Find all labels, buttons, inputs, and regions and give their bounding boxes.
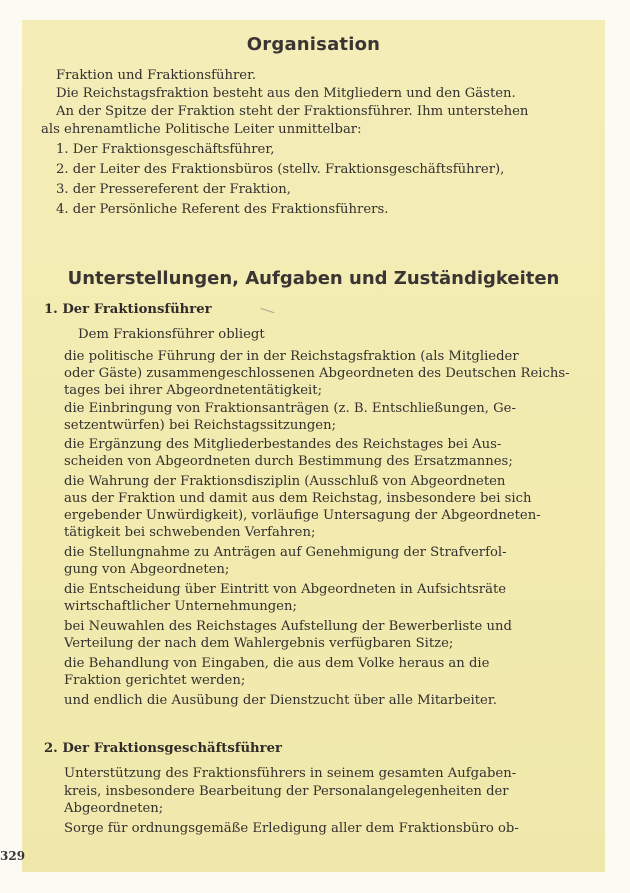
text-line: bei Neuwahlen des Reichstages Aufstellung der Bewerberliste und [64, 619, 512, 634]
heading-organisation: Organisation [246, 34, 381, 55]
page-number: 329 [0, 849, 26, 863]
text-line: und endlich die Ausübung der Dienstzucht über alle Mitarbeiter. [64, 693, 497, 708]
subheading-fraktionsgeschaeftsfuehrer: 2. Der Fraktionsgeschäftsführer [44, 741, 282, 756]
heading-unterstellungen: Unterstellungen, Aufgaben und Zuständigkeiten [67, 268, 560, 289]
text-line: Unterstützung des Fraktionsführers in seinem gesamten Aufgaben- [64, 766, 517, 781]
text-line: Dem Frakionsführer obliegt [78, 327, 265, 342]
text-line: die Stellungnahme zu Anträgen auf Genehmigung der Strafverfol- [64, 545, 507, 560]
subheading-fraktionsfuehrer: 1. Der Fraktionsführer [44, 302, 212, 317]
text-line: die Wahrung der Fraktionsdisziplin (Ausschluß von Abgeordneten [64, 474, 506, 489]
text-line: aus der Fraktion und damit aus dem Reichstag, insbesondere bei sich [64, 491, 532, 506]
text-line: wirtschaftlicher Unternehmungen; [64, 599, 297, 614]
list-item: 2. der Leiter des Fraktionsbüros (stellv. Fraktionsgeschäftsführer), [56, 162, 505, 177]
text-line: tätigkeit bei schwebenden Verfahren; [64, 525, 316, 540]
text-line: ergebender Unwürdigkeit), vorläufige Untersagung der Abgeordneten- [64, 508, 541, 523]
text-line: Fraktion gerichtet werden; [64, 673, 246, 688]
list-item: 3. der Pressereferent der Fraktion, [56, 182, 291, 197]
text-line: Sorge für ordnungsgemäße Erledigung aller dem Fraktionsbüro ob- [64, 821, 519, 836]
text-line: gung von Abgeordneten; [64, 562, 230, 577]
text-line: die Entscheidung über Eintritt von Abgeordneten in Aufsichtsräte [64, 582, 507, 597]
list-item: 1. Der Fraktionsgeschäftsführer, [56, 142, 275, 157]
text-line: tages bei ihrer Abgeordnetentätigkeit; [64, 383, 323, 398]
text-line: die politische Führung der in der Reichstagsfraktion (als Mitglieder [64, 349, 519, 364]
text-line: die Behandlung von Eingaben, die aus dem Volke heraus an die [64, 656, 490, 671]
document-page [22, 20, 605, 872]
text-line: Verteilung der nach dem Wahlergebnis verfügbaren Sitze; [64, 636, 454, 651]
text-line: als ehrenamtliche Politische Leiter unmittelbar: [41, 122, 362, 137]
text-line: setzentwürfen) bei Reichstagssitzungen; [64, 418, 337, 433]
list-item: 4. der Persönliche Referent des Fraktionsführers. [56, 202, 389, 217]
text-line: An der Spitze der Fraktion steht der Fraktionsführer. Ihm unterstehen [56, 104, 529, 119]
text-line: scheiden von Abgeordneten durch Bestimmung des Ersatzmannes; [64, 454, 513, 469]
text-line: Die Reichstagsfraktion besteht aus den Mitgliedern und den Gästen. [56, 86, 516, 101]
text-line: Fraktion und Fraktionsführer. [56, 68, 257, 83]
text-line: Abgeordneten; [64, 801, 164, 816]
text-line: die Ergänzung des Mitgliederbestandes des Reichstages bei Aus- [64, 437, 502, 452]
text-line: oder Gäste) zusammengeschlossenen Abgeordneten des Deutschen Reichs- [64, 366, 570, 381]
text-line: die Einbringung von Fraktionsanträgen (z. B. Entschließungen, Ge- [64, 401, 516, 416]
text-line: kreis, insbesondere Bearbeitung der Personalangelegenheiten der [64, 784, 509, 799]
stray-mark [260, 308, 275, 316]
